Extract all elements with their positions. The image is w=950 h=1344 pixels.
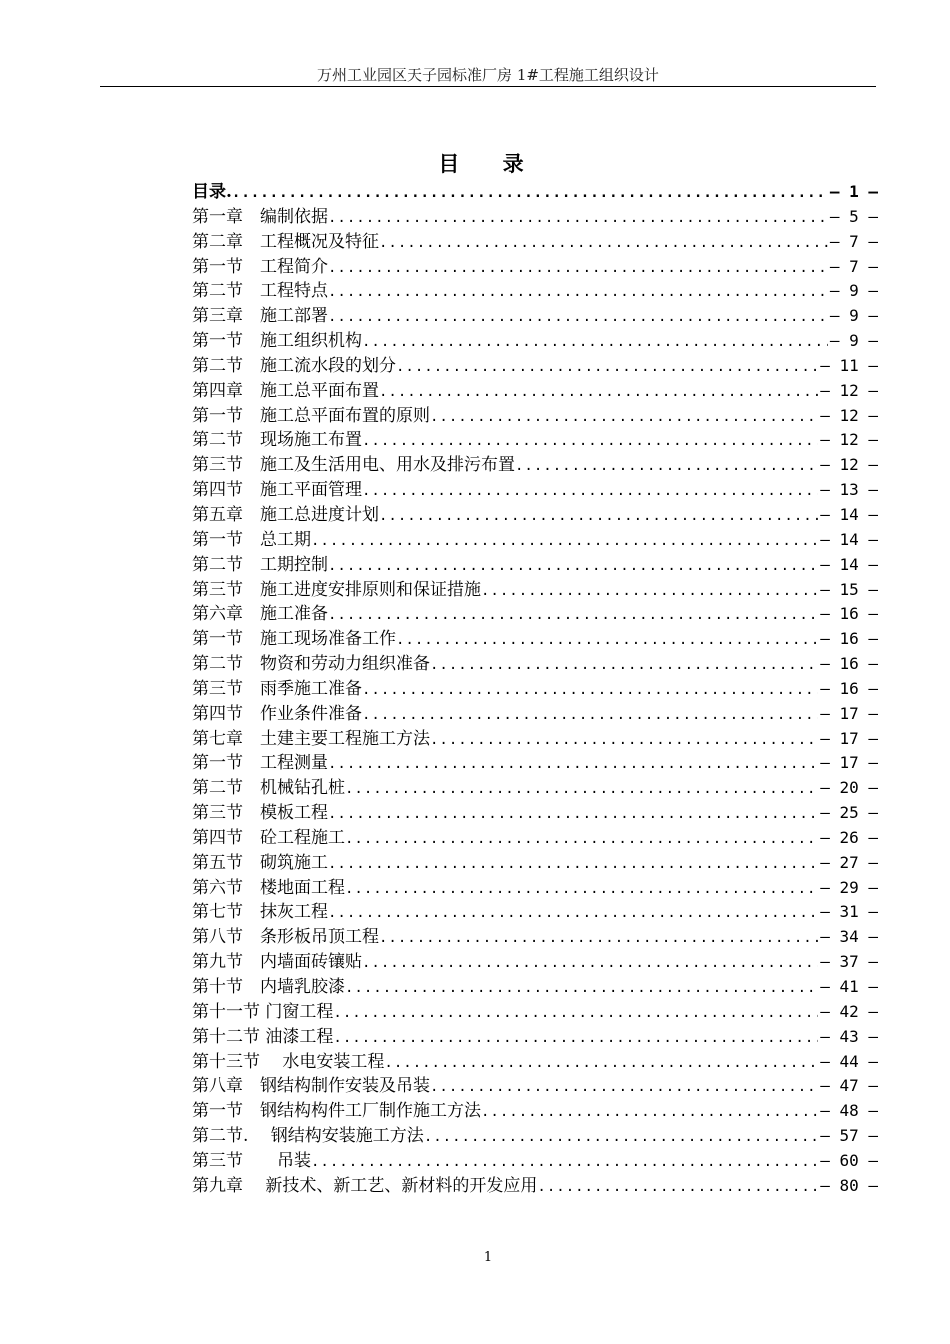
toc-dot-leader (328, 256, 828, 280)
toc-dot-leader (345, 877, 818, 901)
toc-entry-page: – 41 – (820, 977, 878, 996)
toc-dot-leader (328, 280, 828, 304)
toc-entry-title: 第九章 新技术、新工艺、新材料的开发应用 (192, 1175, 538, 1196)
toc-entry-title: 第一节 施工总平面布置的原则 (192, 405, 430, 426)
toc-entry[interactable] (192, 900, 878, 925)
toc-dot-leader (424, 1125, 818, 1149)
toc-entry-page: – 37 – (820, 952, 878, 972)
toc-entry[interactable] (192, 304, 878, 329)
toc-dot-leader (328, 802, 818, 826)
toc-dot-leader (328, 901, 818, 925)
toc-entry[interactable] (192, 578, 878, 603)
toc-entry-title: 第三节 吊装 (192, 1150, 311, 1171)
toc-entry-page: – 11 – (820, 355, 878, 375)
toc-entry-title: 第一节 钢结构构件工厂制作施工方法 (192, 1101, 481, 1122)
toc-entry-title: 第十三节 水电安装工程 (192, 1051, 385, 1072)
toc-entry-title: 第三节 施工进度安排原则和保证措施 (192, 579, 481, 600)
toc-entry[interactable] (192, 1124, 878, 1149)
toc-dot-leader (232, 181, 828, 205)
toc-entry[interactable] (192, 876, 878, 901)
toc-entry-title: 第四节 作业条件准备 (192, 703, 362, 724)
toc-dot-leader (379, 504, 818, 528)
toc-entry[interactable] (192, 602, 878, 627)
toc-entry-title: 第二节 机械钻孔桩 (192, 778, 345, 799)
toc-entry[interactable] (192, 702, 878, 727)
toc-entry-page: – 16 – (820, 654, 878, 674)
toc-dot-leader (430, 1075, 818, 1099)
toc-entry-title: 第五节 砌筑施工 (192, 852, 328, 873)
toc-entry-page: – 20 – (820, 778, 878, 798)
toc-entry-title: 第三节 施工及生活用电、用水及排污布置 (192, 455, 515, 476)
toc-entry-page: – 80 – (820, 1175, 878, 1195)
toc-entry[interactable] (192, 627, 878, 652)
toc-dot-leader (311, 529, 818, 553)
toc-entry-title: 第二节 工程特点 (192, 281, 328, 302)
toc-entry[interactable] (192, 925, 878, 950)
toc-entry-page: – 42 – (820, 1001, 878, 1021)
toc-entry-title: 第十二节 油漆工程 (192, 1026, 334, 1047)
toc-entry-title: 第七节 抹灰工程 (192, 902, 328, 923)
toc-dot-leader (311, 1150, 818, 1174)
toc-entry[interactable] (192, 379, 878, 404)
toc-dot-leader (345, 777, 818, 801)
toc-entry-page: – 16 – (820, 604, 878, 624)
toc-entry-page: – 17 – (820, 703, 878, 723)
toc-entry[interactable] (192, 553, 878, 578)
toc-entry-page: – 17 – (820, 728, 878, 748)
toc-entry[interactable] (192, 975, 878, 1000)
toc-dot-leader (362, 330, 828, 354)
toc-entry-page: – 31 – (820, 902, 878, 922)
toc-entry-title: 第一节 工程测量 (192, 753, 328, 774)
toc-dot-leader (362, 703, 818, 727)
toc-entry[interactable] (192, 1074, 878, 1099)
toc-entry-page: – 47 – (820, 1076, 878, 1096)
toc-entry[interactable] (192, 1000, 878, 1025)
toc-dot-leader (362, 479, 818, 503)
toc-entry[interactable] (192, 950, 878, 975)
running-header: 万州工业园区天子园标准厂房 1#工程施工组织设计 (317, 66, 659, 84)
toc-entry[interactable] (192, 727, 878, 752)
toc-dot-leader (345, 827, 818, 851)
toc-entry[interactable] (192, 180, 878, 205)
toc-dot-leader (379, 380, 818, 404)
toc-entry-title: 第六章 施工准备 (192, 604, 328, 625)
toc-entry-title: 第三节 雨季施工准备 (192, 678, 362, 699)
toc-dot-leader (379, 926, 818, 950)
toc-dot-leader (328, 603, 818, 627)
toc-entry-page: – 17 – (820, 753, 878, 773)
toc-entry-page: – 25 – (820, 803, 878, 823)
toc-entry-page: – 43 – (820, 1026, 878, 1046)
toc-entry-page: – 15 – (820, 579, 878, 599)
toc-entry-title: 第四章 施工总平面布置 (192, 380, 379, 401)
toc-entry-title: 第一节 施工组织机构 (192, 331, 362, 352)
toc-entry-page: – 9 – (829, 281, 878, 301)
toc-entry[interactable] (192, 801, 878, 826)
toc-entry-page: – 16 – (820, 678, 878, 698)
toc-entry-title: 第二节 施工流水段的划分 (192, 355, 396, 376)
toc-entry[interactable] (192, 1174, 878, 1199)
toc-entry[interactable] (192, 329, 878, 354)
toc-entry-page: – 44 – (820, 1051, 878, 1071)
toc-entry[interactable] (192, 851, 878, 876)
toc-dot-leader (396, 628, 818, 652)
toc-entry-title: 目录. (192, 182, 232, 202)
toc-dot-leader (396, 355, 818, 379)
toc-entry-title: 第三节 模板工程 (192, 803, 328, 824)
toc-entry-title: 第二章 工程概况及特征 (192, 231, 379, 252)
toc-entry-page: – 26 – (820, 827, 878, 847)
toc-dot-leader (328, 305, 828, 329)
toc-entry[interactable] (192, 1050, 878, 1075)
toc-entry-page: – 27 – (820, 852, 878, 872)
toc-dot-leader (384, 1051, 818, 1075)
toc-entry-page: – 12 – (820, 380, 878, 400)
toc-entry-page: – 48 – (820, 1101, 878, 1121)
toc-dot-leader (328, 206, 828, 230)
toc-dot-leader (362, 951, 818, 975)
toc-dot-leader (430, 728, 818, 752)
toc-entry-page: – 14 – (820, 554, 878, 574)
toc-entry-page: – 29 – (820, 877, 878, 897)
toc-entry[interactable] (192, 428, 878, 453)
toc-dot-leader (333, 1001, 818, 1025)
toc-entry[interactable] (192, 652, 878, 677)
toc-entry[interactable] (192, 230, 878, 255)
toc-entry-title: 第八节 条形板吊顶工程 (192, 927, 379, 948)
toc-dot-leader (362, 678, 818, 702)
toc-entry[interactable] (192, 1025, 878, 1050)
page-number: 1 (483, 1250, 493, 1265)
toc-entry-title: 第二节 物资和劳动力组织准备 (192, 654, 430, 675)
toc-entry[interactable] (192, 279, 878, 304)
toc-entry-page: – 12 – (820, 455, 878, 475)
toc-entry-page: – 16 – (820, 629, 878, 649)
toc-entry-page: – 13 – (820, 480, 878, 500)
toc-dot-leader (430, 653, 818, 677)
toc-dot-leader (333, 1026, 818, 1050)
toc-entry[interactable] (192, 205, 878, 230)
toc-dot-leader (430, 405, 818, 429)
toc-entry-page: – 60 – (820, 1150, 878, 1170)
toc-entry-title: 第十节 内墙乳胶漆 (192, 977, 345, 997)
toc-entry-title: 第二节 现场施工布置 (192, 430, 362, 451)
toc-entry-page: – 14 – (820, 529, 878, 549)
toc-entry[interactable] (192, 255, 878, 280)
toc-entry[interactable] (192, 776, 878, 801)
toc-dot-leader (345, 976, 818, 1000)
toc-dot-leader (328, 554, 818, 578)
toc-entry-page: – 9 – (829, 306, 878, 326)
toc-entry[interactable] (192, 404, 878, 429)
toc-entry-title: 第五章 施工总进度计划 (192, 504, 379, 525)
toc-entry[interactable] (192, 478, 878, 503)
toc-dot-leader (328, 752, 818, 776)
toc-entry-title: 第十一节 门窗工程 (192, 1001, 334, 1022)
toc-dot-leader (481, 1100, 818, 1124)
toc-entry-page: – 12 – (820, 405, 878, 425)
toc-entry[interactable] (192, 453, 878, 478)
toc-entry-page: – 57 – (820, 1126, 878, 1146)
toc-entry-title: 第七章 土建主要工程施工方法 (192, 728, 430, 749)
toc-entry-page: – 7 – (829, 231, 878, 251)
toc-entry-title: 第二节. 钢结构安装施工方法 (192, 1126, 424, 1147)
table-of-contents (192, 180, 878, 1199)
toc-entry-page: – 5 – (829, 206, 878, 226)
toc-entry-page: – 7 – (829, 256, 878, 276)
toc-entry[interactable] (192, 677, 878, 702)
toc-entry-page: – 9 – (829, 331, 878, 351)
toc-entry-page: – 12 – (820, 430, 878, 450)
toc-entry-title: 第四节 砼工程施工 (192, 827, 345, 848)
toc-entry-title: 第一节 工程简介 (192, 256, 328, 277)
toc-dot-leader (537, 1175, 818, 1199)
toc-dot-leader (515, 454, 818, 478)
toc-entry-title: 第一节 总工期 (192, 529, 311, 550)
toc-entry-title: 第二节 工期控制 (192, 554, 328, 575)
toc-entry[interactable] (192, 354, 878, 379)
toc-dot-leader (328, 852, 818, 876)
toc-entry[interactable] (192, 751, 878, 776)
toc-entry-title: 第九节 内墙面砖镶贴 (192, 952, 362, 973)
toc-entry[interactable] (192, 1149, 878, 1174)
toc-dot-leader (379, 231, 828, 255)
toc-entry[interactable] (192, 528, 878, 553)
toc-entry-title: 第八章 钢结构制作安装及吊装 (192, 1076, 430, 1097)
toc-entry-title: 第六节 楼地面工程 (192, 877, 345, 898)
toc-entry-page: – 14 – (820, 504, 878, 524)
toc-entry-page: – 1 – (829, 182, 878, 201)
header-rule (100, 86, 876, 87)
toc-entry[interactable] (192, 1099, 878, 1124)
toc-entry[interactable] (192, 826, 878, 851)
toc-entry[interactable] (192, 503, 878, 528)
toc-entry-title: 第三章 施工部署 (192, 306, 328, 327)
toc-dot-leader (362, 429, 818, 453)
toc-entry-title: 第四节 施工平面管理 (192, 480, 362, 501)
toc-entry-title: 第一章 编制依据 (192, 206, 328, 227)
toc-title: 目 录 (438, 151, 542, 176)
toc-entry-page: – 34 – (820, 927, 878, 947)
toc-entry-title: 第一节 施工现场准备工作 (192, 629, 396, 650)
toc-dot-leader (481, 579, 818, 603)
